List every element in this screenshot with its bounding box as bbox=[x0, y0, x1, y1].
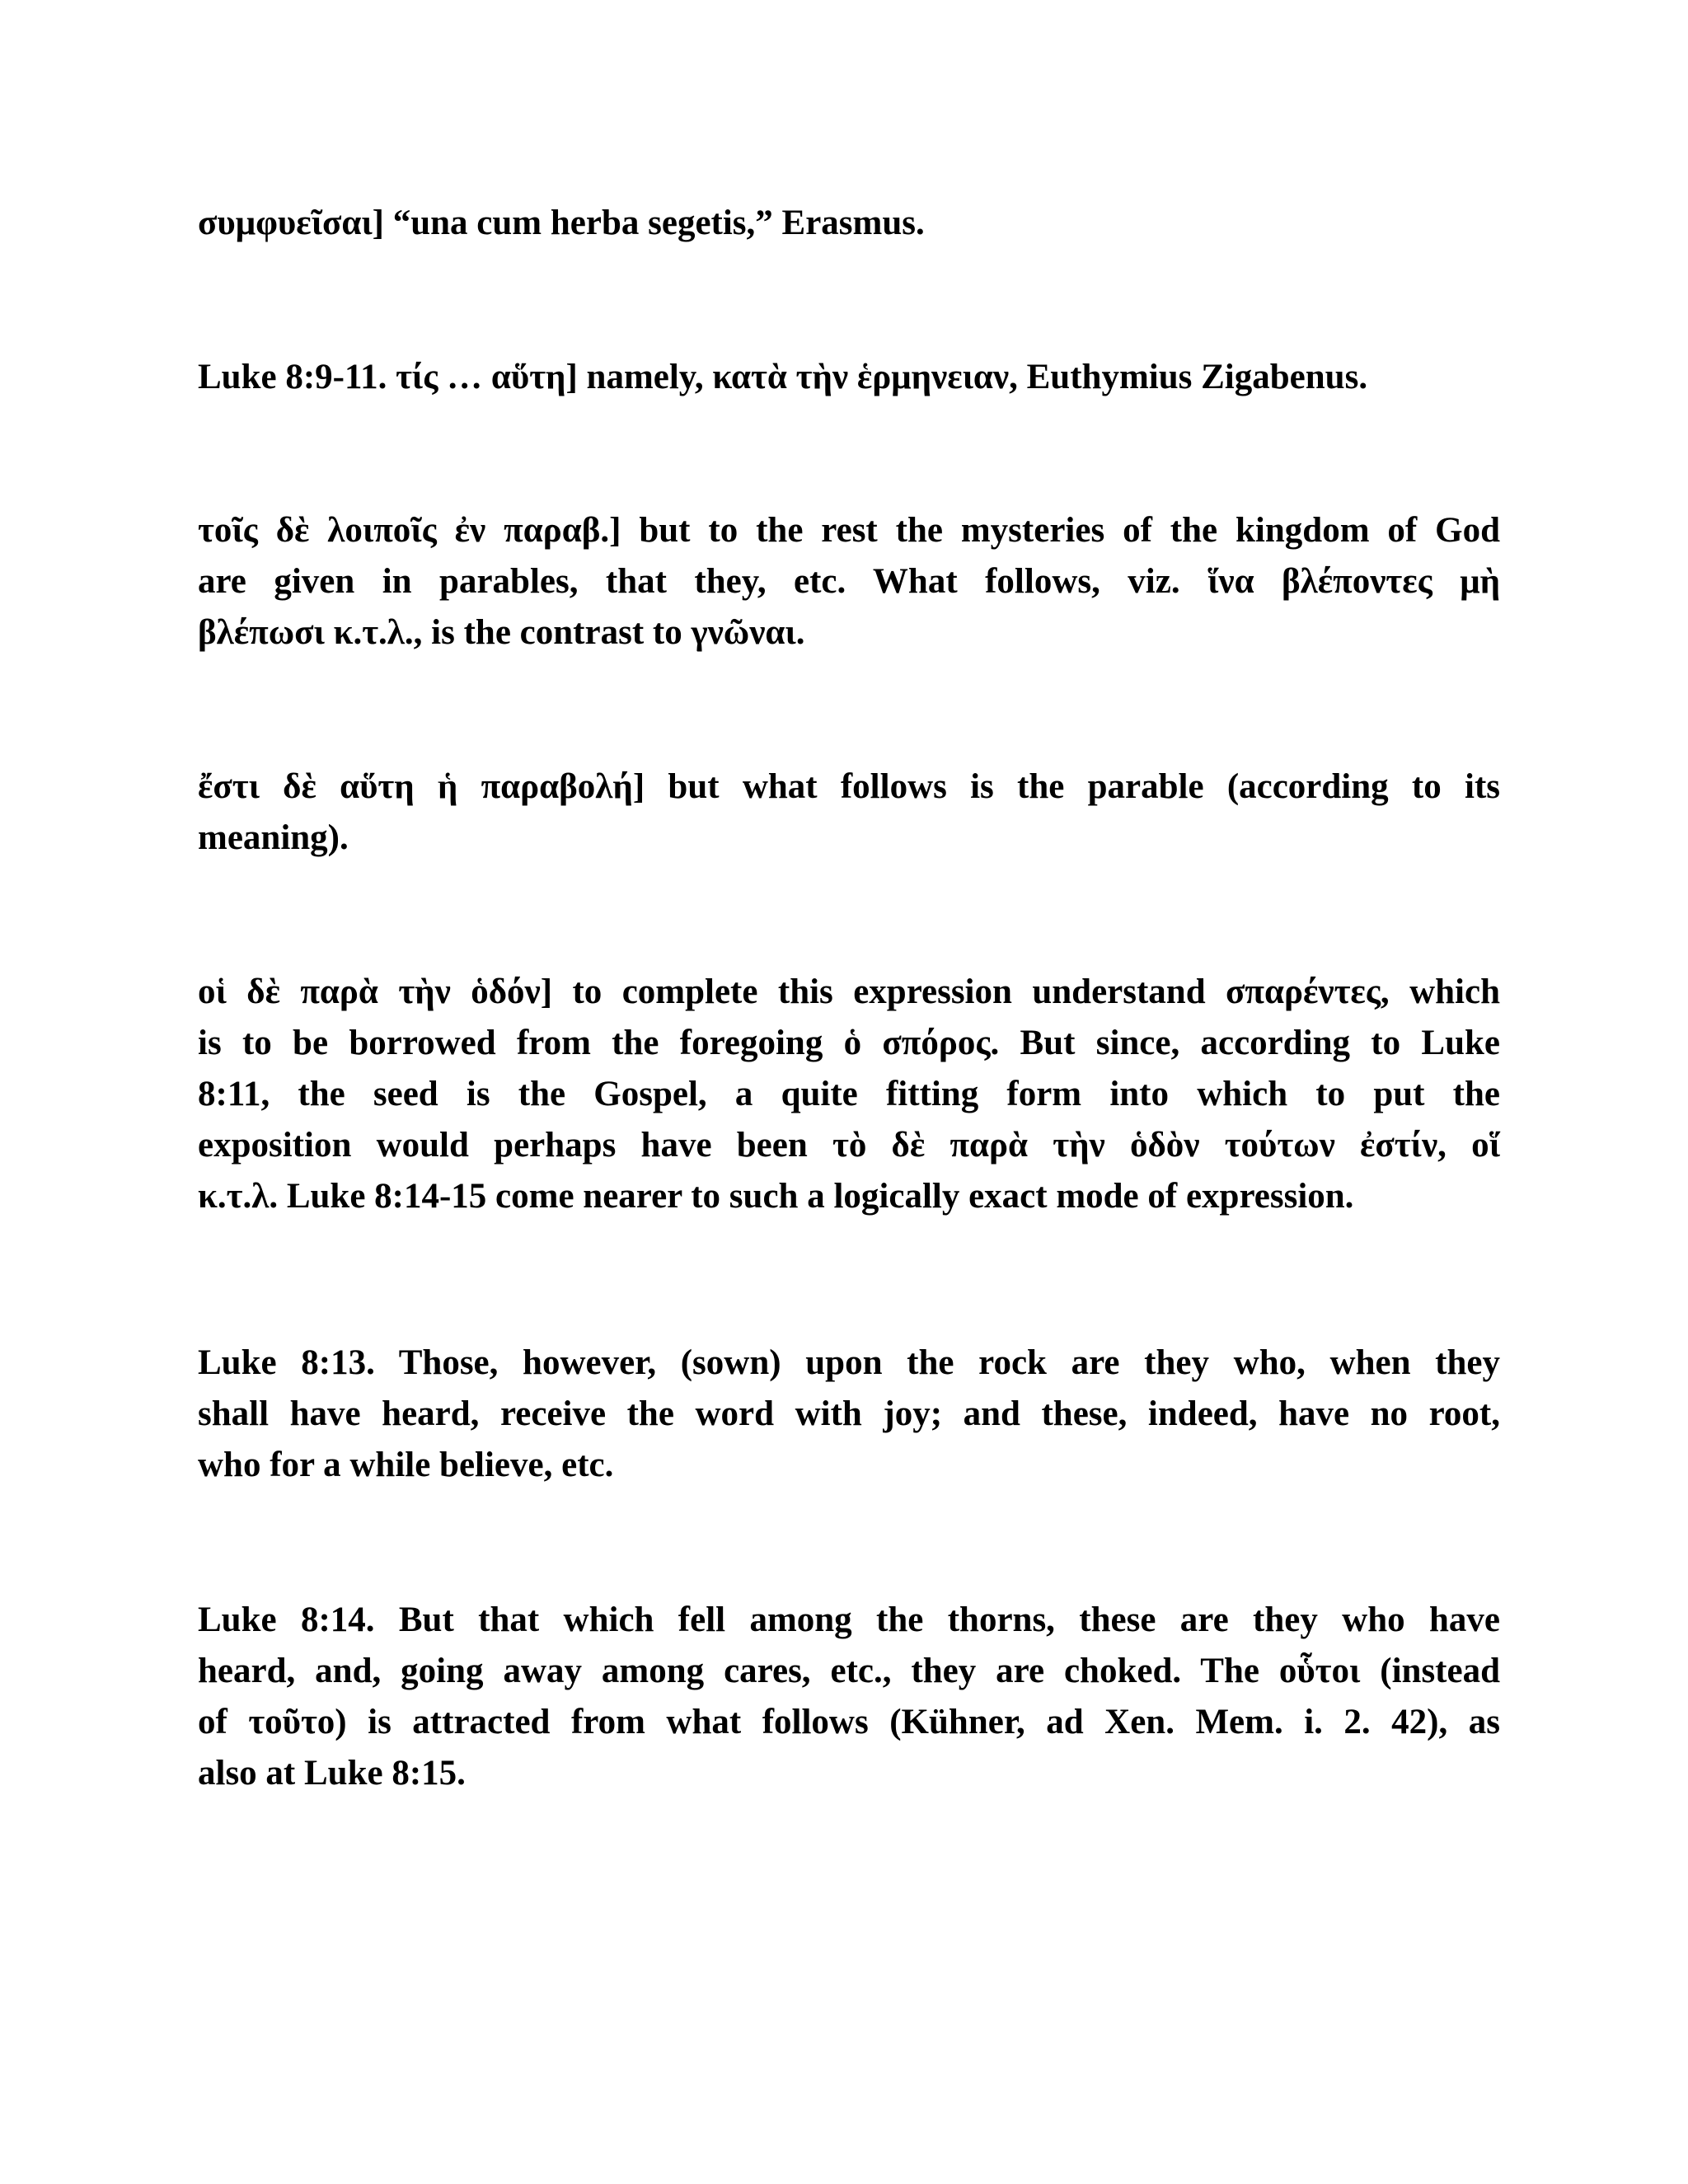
paragraph-esti-de-aute bbox=[198, 762, 1500, 864]
text-line: οἱ δὲ παρὰ τὴν ὁδόν] to complete this expression understand σπαρέντες, which bbox=[198, 972, 1500, 1011]
paragraph-luke-8-14 bbox=[198, 1595, 1500, 1799]
text-line: meaning). bbox=[198, 818, 349, 857]
text-line: is to be borrowed from the foregoing ὁ σπόρος. But since, according to Luke bbox=[198, 1024, 1500, 1062]
text-line: 8:11, the seed is the Gospel, a quite fitting form into which to put the bbox=[198, 1075, 1500, 1113]
paragraph-hoi-de-para bbox=[198, 967, 1500, 1222]
text-line: συμφυεῖσαι] “una cum herba segetis,” Erasmus. bbox=[198, 204, 925, 242]
text-line: exposition would perhaps have been τὸ δὲ παρὰ τὴν ὁδὸν τούτων ἐστίν, οἵ bbox=[198, 1126, 1500, 1165]
text-line: shall have heard, receive the word with joy; and these, indeed, have no root, bbox=[198, 1394, 1500, 1433]
text-line: τοῖς δὲ λοιποῖς ἐν παραβ.] but to the rest the mysteries of the kingdom of God bbox=[198, 511, 1500, 550]
text-line: Luke 8:14. But that which fell among the thorns, these are they who have bbox=[198, 1601, 1500, 1639]
text-line: also at Luke 8:15. bbox=[198, 1754, 466, 1793]
text-line: heard, and, going away among cares, etc., they are choked. The οὗτοι (instead bbox=[198, 1652, 1500, 1690]
text-line: of τοῦτο) is attracted from what follows (Kühner, ad Xen. Mem. i. 2. 42), as bbox=[198, 1703, 1500, 1741]
paragraph-sumphueisai bbox=[198, 198, 1500, 249]
text-line: ἔστι δὲ αὕτη ἡ παραβολή] but what follows is the parable (according to its bbox=[198, 767, 1500, 806]
paragraph-tois-de-loipois bbox=[198, 505, 1500, 658]
text-line: Luke 8:13. Those, however, (sown) upon the rock are they who, when they bbox=[198, 1343, 1500, 1382]
text-line: κ.τ.λ. Luke 8:14-15 come nearer to such a logically exact mode of expression. bbox=[198, 1177, 1354, 1216]
text-line: who for a while believe, etc. bbox=[198, 1446, 614, 1484]
text-line: are given in parables, that they, etc. What follows, viz. ἵνα βλέποντες μὴ bbox=[198, 562, 1500, 601]
text-line: βλέπωσι κ.τ.λ., is the contrast to γνῶναι. bbox=[198, 613, 805, 652]
paragraph-luke-8-13 bbox=[198, 1338, 1500, 1491]
paragraph-luke-8-9-11 bbox=[198, 352, 1500, 403]
text-line: Luke 8:9-11. τίς … αὕτη] namely, κατὰ τὴν ἑρμηνειαν, Euthymius Zigabenus. bbox=[198, 358, 1368, 396]
